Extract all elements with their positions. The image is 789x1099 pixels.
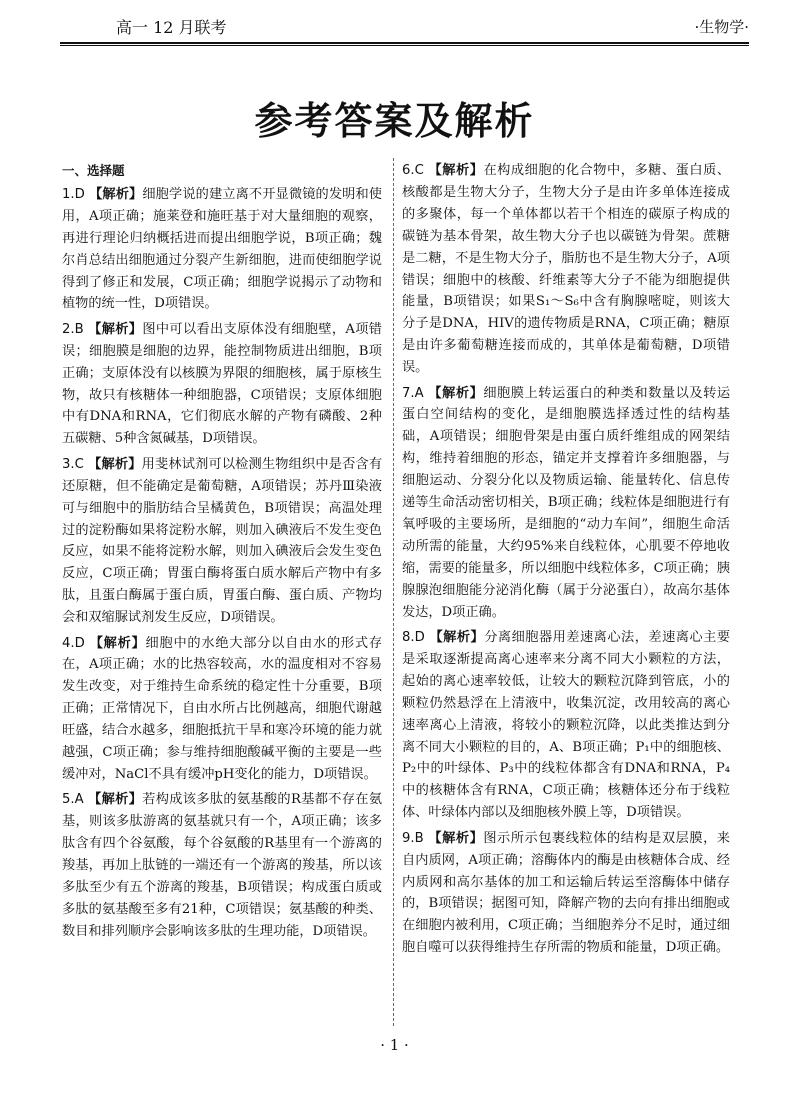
answer-number: 6.C — [402, 163, 424, 178]
answer-item-5 — [62, 789, 382, 942]
answer-item-7 — [402, 383, 730, 624]
analysis-tag: 【解析】 — [89, 635, 146, 651]
header-rule-thin — [60, 45, 749, 46]
answer-text: 若构成该多肽的氨基酸的R基都不存在氨基，则该多肽游离的氨基就只有一个，A项正确；该多肽含有四个谷氨酸，每个谷氨酸的R基里有一个游离的羧基，再加上肽链的一端还有一个游离的羧基，所以该多肽至少有五个游离的羧基，B项错误；构成蛋白质或多肽的氨基酸至多有21种，C项错误；氨基酸的种类、数目和排列顺序会影响该多肽的生理功能，D项错误。 — [62, 792, 383, 939]
left-column — [62, 160, 382, 946]
page-header — [60, 14, 749, 38]
answer-text: 在构成细胞的化合物中，多糖、蛋白质、核酸都是生物大分子，生物大分子是由许多单体连接成的多聚体，每一个单体都以若干个相连的碳原子构成的碳链为基本骨架，故生物大分子也以碳链为骨架。蔗糖是二糖，不是生物大分子，脂肪也不是生物大分子，A项错误；细胞中的核酸、纤维素等大分子不能为细胞提供能量，B项错误；如果S₁～S₆中含有胸腺嘧啶，则该大分子是DNA，HIV的遗传物质是RNA，C项正确；糖原是由许多葡萄糖连接而成的，其单体是葡萄糖，D项错误。 — [402, 163, 731, 376]
analysis-tag: 【解析】 — [428, 163, 484, 178]
right-column — [402, 160, 730, 963]
answer-item-8 — [402, 627, 730, 824]
section-title: 一、选择题 — [62, 163, 125, 178]
analysis-tag: 【解析】 — [88, 792, 143, 808]
answer-item-9 — [402, 828, 730, 959]
answer-item-2 — [62, 319, 382, 450]
answer-number: 7.A — [402, 385, 424, 401]
analysis-tag: 【解析】 — [428, 385, 484, 401]
analysis-tag: 【解析】 — [88, 321, 143, 337]
analysis-tag: 【解析】 — [89, 186, 143, 202]
answer-text: 细胞膜上转运蛋白的种类和数量以及转运蛋白空间结构的变化，是细胞膜选择透过性的结构基础，A项错误；细胞骨架是由蛋白质纤维组成的网架结构，维持着细胞的形态，锚定并支撑着许多细胞器，与细胞运动、分裂分化以及物质运输、能量转化、信息传递等生命活动密切相关，B项正确；线粒体是细胞进行有氧呼吸的主要场所，是细胞的“动力车间”，细胞生命活动所需的能量，大约95%来自线粒体，心肌要不停地收缩，需要的能量多，所以细胞中线粒体多，C项正确；胰腺腺泡细胞能分泌消化酶（属于分泌蛋白），故高尔基体发达，D项正确。 — [402, 385, 731, 620]
answer-number: 5.A — [62, 792, 84, 808]
answer-number: 2.B — [62, 321, 84, 337]
page-title: 参考答案及解析 — [254, 99, 535, 143]
answer-number: 4.D — [62, 635, 85, 651]
answer-number: 1.D — [62, 186, 85, 202]
subject-name: ·生物学· — [694, 17, 749, 36]
column-divider — [393, 158, 394, 1026]
analysis-tag: 【解析】 — [429, 630, 485, 646]
answer-text: 图示所示包裹线粒体的结构是双层膜，来自内质网，A项正确；溶酶体内的酶是由核糖体合成、经内质网和高尔基体的加工和运输后转运至溶酶体中储存的，B项错误；据图可知，降解产物的去向有排出细胞或在细胞内被利用，C项正确；当细胞养分不足时，通过细胞自噬可以获得维持生存所需的物质和能量，D项正确。 — [402, 830, 730, 956]
exam-name: 高一 12 月联考 — [116, 17, 227, 37]
answer-item-1 — [62, 184, 382, 315]
analysis-tag: 【解析】 — [88, 456, 142, 472]
answer-text: 细胞中的水绝大部分以自由水的形式存在，A项正确；水的比热容较高，水的温度相对不容易发生改变，对于维持生命系统的稳定性十分重要，B项正确；正常情况下，自由水所占比例越高，细胞代谢越旺盛，结合水越多，细胞抵抗干旱和寒冷环境的能力就越强，C项正确；参与维持细胞酸碱平衡的主要是一些缓冲对，NaCl不具有缓冲pH变化的能力，D项错误。 — [62, 635, 383, 782]
answer-text: 图中可以看出支原体没有细胞壁，A项错误；细胞膜是细胞的边界，能控制物质进出细胞，B项正确；支原体没有以核膜为界限的细胞核，属于原核生物，故只有核糖体一种细胞器，C项错误；支原体细胞中有DNA和RNA，它们彻底水解的产物有磷酸、2种五碳糖、5种含氮碱基，D项错误。 — [62, 321, 382, 447]
answer-item-6 — [402, 160, 730, 379]
analysis-tag: 【解析】 — [428, 830, 484, 846]
answer-text: 用斐林试剂可以检测生物组织中是否含有还原糖，但不能确定是葡萄糖，A项错误；苏丹Ⅲ染液可与细胞中的脂肪结合呈橘黄色，B项错误；高温处理过的淀粉酶如果将淀粉水解，则加入碘液后不发生变色反应，如果不能将淀粉水解，则加入碘液后会发生变色反应，C项正确；胃蛋白酶将蛋白质水解后产物中有多肽，且蛋白酶属于蛋白质，胃蛋白酶、蛋白质、产物均会和双缩脲试剂发生反应，D项错误。 — [62, 456, 383, 626]
answer-text: 分离细胞器用差速离心法，差速离心主要是采取逐渐提高离心速率来分离不同大小颗粒的方法，起始的离心速率较低，让较大的颗粒沉降到管底，小的颗粒仍然悬浮在上清液中，收集沉淀，改用较高的离心速率离心上清液，将较小的颗粒沉降，以此类推达到分离不同大小颗粒的目的，A、B项正确；P₁中的细胞核、P₂中的叶绿体、P₃中的线粒体都含有DNA和RNA，P₄中的核糖体含有RNA，C项正确；核糖体还分布于线粒体、叶绿体内部以及细胞核外膜上等，D项错误。 — [402, 630, 731, 821]
answer-number: 3.C — [62, 456, 84, 472]
page-number: · 1 · — [380, 1036, 409, 1054]
answer-number: 8.D — [402, 630, 425, 646]
answer-number: 9.B — [402, 830, 424, 846]
answer-text: 细胞学说的建立离不开显微镜的发明和使用，A项正确；施莱登和施旺基于对大量细胞的观察，再进行理论归纳概括进而提出细胞学说，B项正确；魏尔肖总结出细胞通过分裂产生新细胞，进而使细胞学说得到了修正和发展，C项正确；细胞学说揭示了动物和植物的统一性，D项错误。 — [62, 186, 382, 312]
answer-item-4 — [62, 633, 382, 786]
header-rule — [60, 42, 749, 44]
answer-item-3 — [62, 454, 382, 629]
